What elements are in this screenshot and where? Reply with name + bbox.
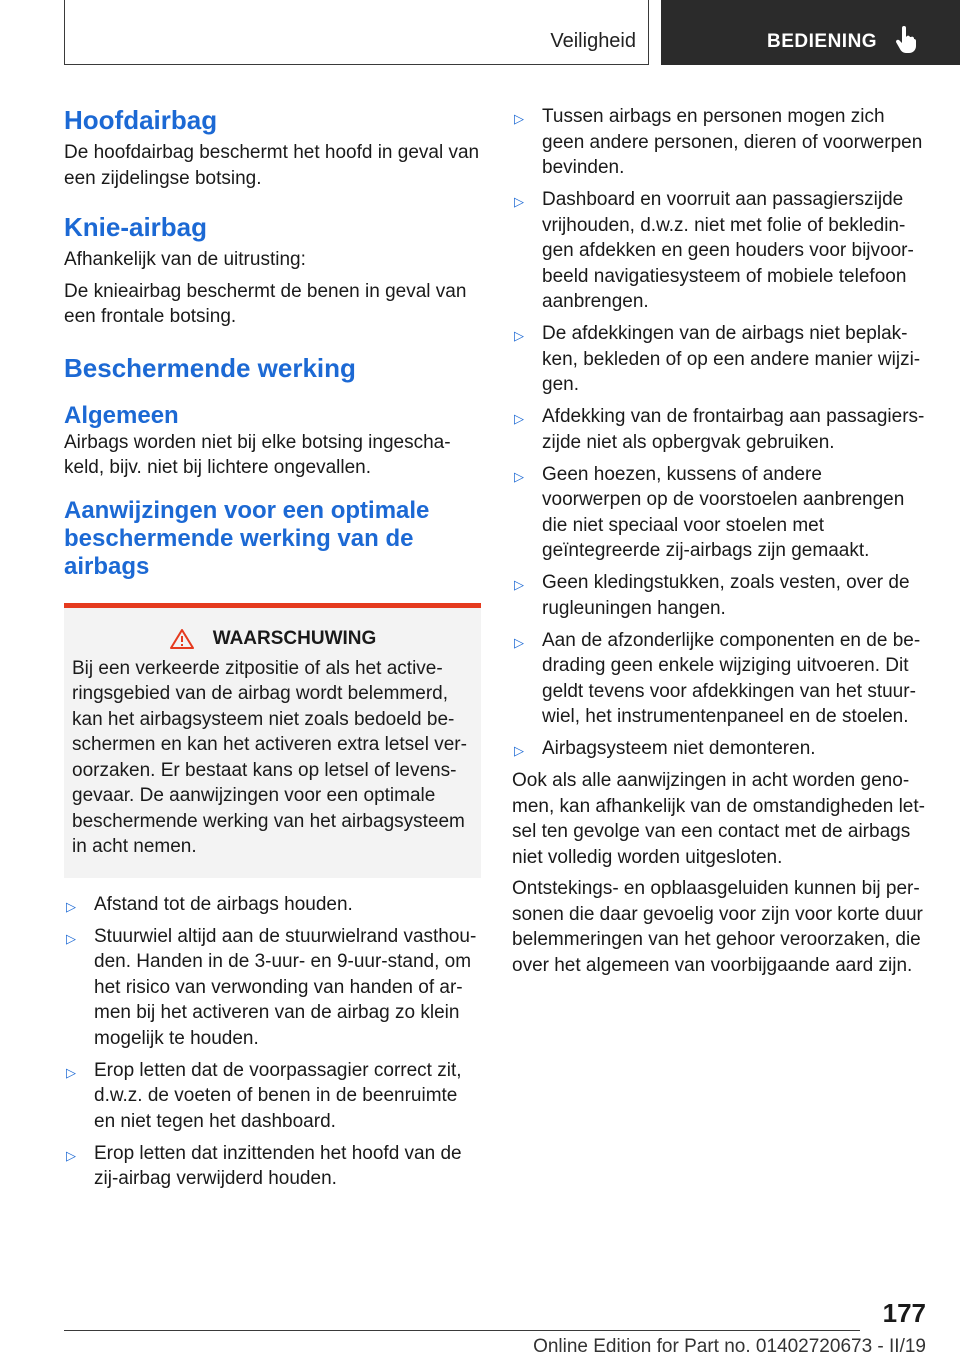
triangle-bullet-icon: ▷ xyxy=(514,328,524,343)
triangle-bullet-icon: ▷ xyxy=(514,743,524,758)
triangle-bullet-icon: ▷ xyxy=(66,898,76,914)
header-right-rule xyxy=(648,0,649,64)
list-item: ▷ De afdekkingen van de airbags niet beplakken, bekleden of op een andere manier wijzigen. xyxy=(514,323,921,395)
right-column xyxy=(512,104,926,978)
list-item: ▷ Tussen airbags en personen mogen zich geen andere personen, dieren of voorwerpen bevinden. xyxy=(514,106,923,178)
header-bottom-rule xyxy=(64,64,649,65)
triangle-bullet-icon: ▷ xyxy=(514,577,524,592)
hand-pointer-icon xyxy=(895,26,917,54)
heading-beschermende-werking: Beschermende werking xyxy=(64,352,356,383)
list-item: ▷ Erop letten dat de voorpassagier correct zit, d.w.z. de voeten of benen in de beenruimte en niet tegen het dashboard. xyxy=(66,1059,462,1132)
triangle-bullet-icon: ▷ xyxy=(514,634,524,650)
heading-algemeen: Algemeen xyxy=(64,401,179,429)
paragraph-algemeen: Airbags worden niet bij elke botsing ingeschakeld, bijv. niet bij lichtere ongevallen. xyxy=(64,431,451,478)
paragraph-residual-risk: Ook als alle aanwijzingen in acht worden genomen, kan afhankelijk van de omstandigheden letsel ten gevolge van een contact met de airbags niet volledig worden uitgesloten. xyxy=(512,770,925,868)
list-item: ▷ Dashboard en voorruit aan passagierszijde vrijhouden, d.w.z. niet met folie of bekledingen afdekken en geen houders voor bijvoorbeeld navigatiesysteem of mobiele telefoon aanbrengen. xyxy=(514,189,914,312)
triangle-bullet-icon: ▷ xyxy=(514,111,524,126)
list-item: ▷ Aan de afzonderlijke componenten en de bedrading geen enkele wijziging uitvoeren. Dit geldt tevens voor afdekkingen van het stuurwiel, het instrumentenpaneel en de stoelen. xyxy=(514,629,921,727)
list-item: ▷ Erop letten dat inzittenden het hoofd van de zij-airbag verwijderd houden. xyxy=(66,1142,462,1189)
warning-title xyxy=(72,628,473,650)
right-bullet-list xyxy=(512,104,926,762)
triangle-bullet-icon: ▷ xyxy=(66,1147,76,1163)
triangle-bullet-icon: ▷ xyxy=(66,930,76,946)
footer-rule xyxy=(64,1330,860,1331)
header-section-title: Veiligheid xyxy=(550,30,636,52)
list-item: ▷ Afdekking van de frontairbag aan passagierszijde niet als opbergvak gebruiken. xyxy=(514,406,925,453)
list-item: ▷ Stuurwiel altijd aan de stuurwielrand vasthouden. Handen in de 3-uur- en 9-uur-stand, om het risico van verwonding van handen of armen bij het activeren van de airbag zo klein mogelijk te houden. xyxy=(66,925,477,1049)
triangle-bullet-icon: ▷ xyxy=(66,1064,76,1080)
triangle-bullet-icon: ▷ xyxy=(514,468,524,484)
left-bullet-list xyxy=(64,892,481,1192)
left-column xyxy=(64,100,481,1198)
paragraph-knie-availability: Afhankelijk van de uitrusting: xyxy=(64,249,306,270)
triangle-bullet-icon: ▷ xyxy=(514,411,524,426)
list-item: ▷ Geen hoezen, kussens of andere voorwerpen op de voorstoelen aanbrengen die niet speciaal voor stoelen met geïntegreerde zij-airbags zijn gemaakt. xyxy=(514,463,905,561)
header-left-rule xyxy=(64,0,65,64)
heading-aanwijzingen: Aanwijzingen voor een optimale beschermende werking van de airbags xyxy=(64,496,430,580)
warning-title-text: WAARSCHUWING xyxy=(212,627,377,649)
list-item: ▷ Geen kledingstukken, zoals vesten, over de rugleuningen hangen. xyxy=(514,572,910,619)
heading-knie-airbag: Knie-airbag xyxy=(64,212,208,242)
warning-box xyxy=(64,603,481,878)
warning-text: Bij een verkeerde zitpositie of als het activeringsgebied van de airbag wordt belemmerd, kan het airbagsysteem niet zoals bedoeld beschermen en kan het activeren extra letsel veroorzaken. Er bestaat kans op letsel of levensgevaar. De aanwijzingen voor een optimale beschermende werking van het airbagsysteem in acht nemen. xyxy=(72,657,467,857)
list-item: ▷ Airbagsysteem niet demonteren. xyxy=(512,736,926,762)
list-item: ▷ Afstand tot de airbags houden. xyxy=(64,892,481,918)
paragraph-knie-airbag: De knieairbag beschermt de benen in geval van een frontale botsing. xyxy=(64,280,467,327)
footer-edition: Online Edition for Part no. 01402720673 - II/19 xyxy=(533,1336,926,1357)
triangle-bullet-icon: ▷ xyxy=(514,194,524,209)
paragraph-ignition-noise: Ontstekings- en opblaasgeluiden kunnen bij personen die daar gevoelig voor zijn voor korte duur belemmeringen van het gehoor veroorzaken, die over het algemeen van voorbijgaande aard zijn. xyxy=(512,878,923,976)
heading-hoofdairbag: Hoofdairbag xyxy=(64,105,218,135)
paragraph-hoofdairbag: De hoofdairbag beschermt het hoofd in geval van een zijdelingse botsing. xyxy=(64,142,480,189)
header-chapter-tab xyxy=(661,0,960,65)
page-number: 177 xyxy=(882,1298,926,1328)
header-chapter-label: BEDIENING xyxy=(767,31,878,52)
warning-triangle-icon xyxy=(169,628,195,650)
